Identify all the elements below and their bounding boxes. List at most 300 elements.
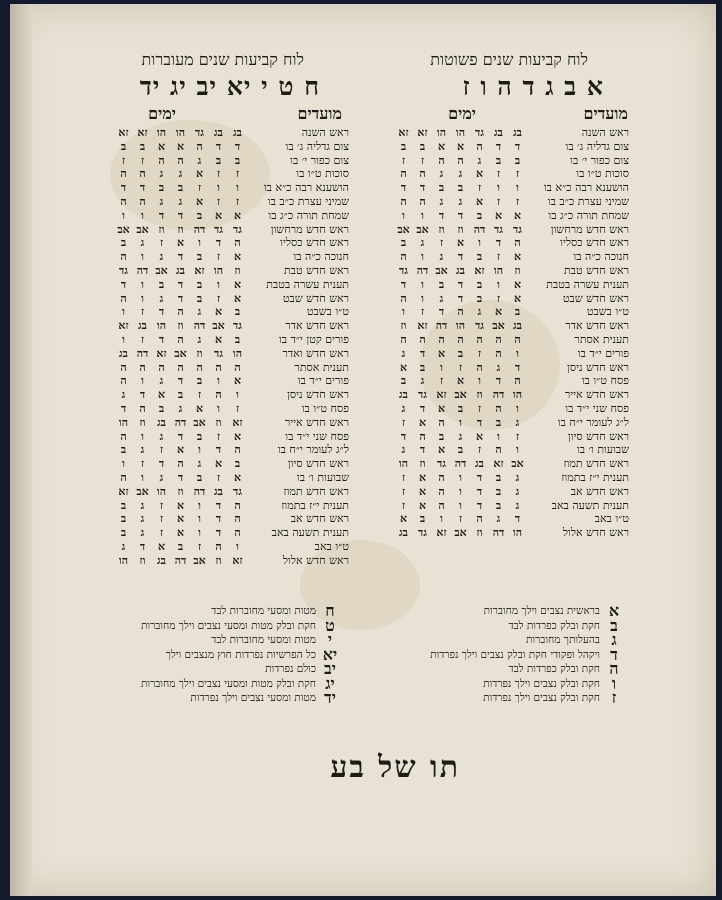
day-cell: וז bbox=[476, 388, 483, 402]
day-cell: גד bbox=[418, 526, 427, 540]
day-cell: ב bbox=[158, 401, 165, 415]
day-cell: א bbox=[176, 526, 185, 540]
day-cell: ד bbox=[476, 415, 483, 429]
day-cell: ג bbox=[420, 236, 425, 250]
day-cell: ה bbox=[476, 360, 483, 374]
day-cell: ג bbox=[121, 539, 126, 553]
day-cell: ב bbox=[476, 277, 483, 291]
day-cell: ד bbox=[457, 277, 464, 291]
day-cell: א bbox=[233, 470, 242, 484]
table-row bbox=[394, 430, 629, 444]
day-cell: ד bbox=[139, 539, 146, 553]
day-cell: ז bbox=[235, 167, 240, 181]
day-cell: ב bbox=[177, 539, 184, 553]
day-cell: ה bbox=[139, 167, 146, 181]
day-cell: הו bbox=[512, 388, 523, 402]
legend-letter: ג bbox=[611, 630, 617, 649]
table-row bbox=[394, 402, 629, 416]
legend-text: חקת ובלק כפרדות לבד bbox=[508, 663, 600, 675]
day-cell: ב bbox=[196, 291, 203, 305]
legend-text: חקת ובלק נצבים וילך נפרדות bbox=[483, 677, 600, 690]
day-cells bbox=[114, 319, 247, 333]
day-cell: ב bbox=[158, 181, 165, 195]
festival-name: תענית אסתר bbox=[294, 360, 349, 374]
day-cell: גד bbox=[233, 319, 242, 333]
day-cell: ב bbox=[419, 360, 426, 374]
day-cell: ז bbox=[515, 167, 520, 181]
day-cell: ד bbox=[158, 208, 165, 222]
day-cell: ז bbox=[477, 443, 482, 457]
day-cell: גד bbox=[119, 263, 128, 277]
day-cell: א bbox=[418, 484, 427, 498]
day-cells bbox=[394, 195, 527, 209]
festival-name: ל״ג לעומר י״ח בו bbox=[557, 415, 629, 429]
day-cell: א bbox=[399, 360, 408, 374]
day-cell: אב bbox=[155, 263, 168, 277]
festival-name: ראש חדש שבט bbox=[562, 291, 629, 305]
header-days-regular: ימים bbox=[448, 104, 476, 123]
day-cell: ד bbox=[514, 139, 521, 153]
day-cells bbox=[394, 457, 527, 471]
day-cell: ג bbox=[140, 512, 145, 526]
day-cell: ו bbox=[421, 208, 424, 222]
day-cell: ז bbox=[140, 332, 145, 346]
day-cell: ב bbox=[196, 429, 203, 443]
day-cell: ב bbox=[120, 526, 127, 540]
festival-name: ראש חדש אב bbox=[570, 484, 629, 498]
day-cell: ה bbox=[139, 401, 146, 415]
day-cell: א bbox=[176, 512, 185, 526]
day-cell: גד bbox=[475, 126, 484, 139]
day-cell: ו bbox=[440, 512, 443, 526]
day-cell: ה bbox=[400, 332, 407, 346]
legend-letter: יב bbox=[324, 659, 336, 678]
day-cell: בג bbox=[233, 126, 242, 139]
day-cell: ז bbox=[420, 305, 425, 319]
day-cell: א bbox=[195, 167, 204, 181]
table-row bbox=[114, 347, 349, 361]
table-row bbox=[114, 526, 349, 540]
day-cell: ה bbox=[476, 332, 483, 346]
day-cell: ג bbox=[197, 457, 202, 471]
day-cell: ג bbox=[159, 194, 164, 208]
legend-letter: ד bbox=[610, 644, 618, 664]
day-cell: ה bbox=[120, 470, 127, 484]
table-row bbox=[394, 154, 629, 168]
day-cell: א bbox=[456, 374, 465, 388]
day-cells bbox=[394, 388, 527, 402]
day-cell: ו bbox=[141, 208, 144, 222]
day-cell: ג bbox=[458, 429, 463, 443]
day-cell: ד bbox=[495, 374, 502, 388]
day-cell: בג bbox=[138, 319, 147, 333]
day-cell: ב bbox=[495, 153, 502, 167]
legend-text: מטות ומסעי נצבים וילך נפרדות bbox=[190, 692, 316, 704]
day-cell: ד bbox=[495, 236, 502, 250]
day-cell: דה bbox=[136, 263, 149, 277]
day-cell: א bbox=[494, 305, 503, 319]
day-cell: ה bbox=[476, 139, 483, 153]
day-cell: ה bbox=[177, 457, 184, 471]
day-cell: ו bbox=[516, 443, 519, 457]
festival-name: פורים קטן י״ד בו bbox=[278, 332, 349, 346]
day-cell: זא bbox=[137, 126, 148, 139]
day-cell: ד bbox=[234, 139, 241, 153]
day-cell: ה bbox=[438, 484, 445, 498]
day-cell: דה bbox=[193, 319, 206, 333]
day-cell: ב bbox=[514, 153, 521, 167]
legend-item bbox=[141, 601, 340, 620]
day-cell: ו bbox=[198, 512, 201, 526]
day-cell: ד bbox=[514, 512, 521, 526]
day-cells bbox=[114, 278, 247, 292]
day-cell: ד bbox=[139, 181, 146, 195]
day-cells bbox=[394, 430, 527, 444]
day-cell: ו bbox=[122, 208, 125, 222]
day-cell: וז bbox=[139, 415, 146, 429]
day-cell: ג bbox=[140, 236, 145, 250]
day-cell: דה bbox=[416, 263, 429, 277]
day-cells bbox=[394, 333, 527, 347]
day-cell: ג bbox=[159, 167, 164, 181]
day-cell: ב bbox=[177, 388, 184, 402]
legend-item bbox=[141, 673, 340, 693]
day-cell: א bbox=[157, 139, 166, 153]
day-cell: וז bbox=[177, 319, 184, 333]
day-cells bbox=[114, 209, 247, 223]
day-cell: ה bbox=[120, 194, 127, 208]
day-cell: דה bbox=[492, 526, 505, 540]
day-cell: א bbox=[513, 250, 522, 264]
table-row bbox=[114, 236, 349, 250]
table-row bbox=[114, 319, 349, 333]
day-cell: וז bbox=[476, 526, 483, 540]
day-cell: ו bbox=[421, 291, 424, 305]
day-cell: ג bbox=[178, 401, 183, 415]
table-row bbox=[394, 512, 629, 526]
day-cell: זא bbox=[156, 346, 167, 360]
festival-name: הושענא רבה כ״א בו bbox=[263, 181, 349, 195]
day-cell: ז bbox=[140, 305, 145, 319]
legend-text: חקת ובלק מטות ומסעי נצבים וילך מחוברות bbox=[141, 677, 316, 690]
festival-name: ראש חדש ניסן bbox=[287, 388, 349, 402]
header-days-leap: ימים bbox=[148, 104, 176, 123]
day-cell: א bbox=[214, 332, 223, 346]
day-cell: ו bbox=[516, 181, 519, 195]
day-cell: א bbox=[157, 388, 166, 402]
day-cell: ז bbox=[216, 194, 221, 208]
day-cell: בג bbox=[214, 484, 223, 498]
table-row bbox=[114, 402, 349, 416]
day-cell: וז bbox=[177, 222, 184, 236]
legend-item bbox=[141, 615, 340, 635]
day-cell: ה bbox=[438, 332, 445, 346]
table-row bbox=[114, 457, 349, 471]
table-row bbox=[394, 526, 629, 540]
day-cell: ו bbox=[217, 181, 220, 195]
day-cell: ג bbox=[401, 401, 406, 415]
day-cell: זא bbox=[417, 126, 428, 139]
festival-name: תענית י״ז בתמוז bbox=[281, 498, 349, 512]
day-cell: ב bbox=[476, 208, 483, 222]
day-cell: זא bbox=[118, 126, 129, 139]
day-cell: וז bbox=[139, 553, 146, 567]
day-cell: ד bbox=[457, 208, 464, 222]
day-cell: ה bbox=[120, 291, 127, 305]
legend-item bbox=[141, 659, 340, 678]
day-cell: ה bbox=[438, 470, 445, 484]
festival-name: פסח שני י״ד בו bbox=[565, 401, 629, 415]
day-cell: גד bbox=[195, 126, 204, 139]
day-cell: ג bbox=[496, 512, 501, 526]
day-cell: ב bbox=[438, 181, 445, 195]
day-cell: א bbox=[399, 512, 408, 526]
day-cell: ב bbox=[120, 236, 127, 250]
day-cell: ו bbox=[141, 374, 144, 388]
day-cell: ו bbox=[198, 498, 201, 512]
day-cells bbox=[114, 471, 247, 485]
day-cells bbox=[114, 154, 247, 168]
day-cell: ב bbox=[120, 139, 127, 153]
day-cell: ה bbox=[215, 539, 222, 553]
table-row bbox=[394, 181, 629, 195]
day-cell: ב bbox=[234, 153, 241, 167]
festival-name: ראש חדש אב bbox=[290, 512, 349, 526]
day-cell: ג bbox=[178, 194, 183, 208]
day-cell: ז bbox=[401, 153, 406, 167]
legend-item bbox=[430, 688, 624, 707]
day-cell: דה bbox=[454, 457, 467, 471]
table-regular-years bbox=[394, 126, 629, 540]
day-cell: ו bbox=[497, 429, 500, 443]
day-cells bbox=[394, 402, 527, 416]
day-cell: א bbox=[418, 470, 427, 484]
day-cell: ו bbox=[402, 305, 405, 319]
day-cell: ז bbox=[216, 291, 221, 305]
day-cell: ז bbox=[420, 153, 425, 167]
legend-text: בראשית נצבים וילך מחוברות bbox=[483, 605, 600, 617]
festival-name: ראש חדש ואדר bbox=[282, 346, 349, 360]
day-cell: ה bbox=[438, 153, 445, 167]
festival-name: ראש חדש כסליו bbox=[560, 236, 629, 250]
day-cell: ז bbox=[401, 498, 406, 512]
festival-name: סוכות ט״ו בו bbox=[296, 167, 349, 181]
day-cell: ג bbox=[515, 484, 520, 498]
day-cell: א bbox=[437, 443, 446, 457]
day-cell: ה bbox=[514, 374, 521, 388]
day-cell: ו bbox=[497, 181, 500, 195]
table-leap-years bbox=[114, 126, 349, 568]
day-cell: וז bbox=[400, 319, 407, 333]
day-cell: ב bbox=[234, 332, 241, 346]
table-row bbox=[114, 388, 349, 402]
day-cell: זא bbox=[417, 319, 428, 333]
day-cell: וז bbox=[215, 553, 222, 567]
day-cell: ז bbox=[197, 539, 202, 553]
day-cell: גד bbox=[437, 457, 446, 471]
day-cell: ז bbox=[197, 388, 202, 402]
day-cell: ג bbox=[121, 388, 126, 402]
day-cells bbox=[114, 540, 247, 554]
day-cells bbox=[394, 485, 527, 499]
day-cells bbox=[394, 154, 527, 168]
table-row bbox=[114, 443, 349, 457]
day-cell: ג bbox=[515, 415, 520, 429]
festival-name: ראש חדש אייר bbox=[284, 415, 349, 429]
day-cell: ו bbox=[421, 277, 424, 291]
day-cell: א bbox=[233, 277, 242, 291]
day-cell: וז bbox=[215, 415, 222, 429]
legend-letter: יג bbox=[325, 673, 335, 693]
table-row bbox=[114, 209, 349, 223]
year-letters-regular: א ב ג ד ה ו ז bbox=[462, 72, 604, 101]
day-cell: ה bbox=[139, 194, 146, 208]
day-cell: וז bbox=[158, 222, 165, 236]
day-cell: ב bbox=[196, 374, 203, 388]
day-cells bbox=[114, 195, 247, 209]
day-cell: אב bbox=[416, 222, 429, 236]
day-cell: ה bbox=[514, 236, 521, 250]
day-cell: ד bbox=[177, 208, 184, 222]
day-cell: הו bbox=[436, 126, 447, 139]
table-row bbox=[394, 333, 629, 347]
legend-letter: י bbox=[327, 630, 333, 649]
table-row bbox=[114, 223, 349, 237]
day-cell: ה bbox=[400, 167, 407, 181]
festival-name: ראש חדש אלול bbox=[282, 553, 349, 567]
day-cell: א bbox=[176, 498, 185, 512]
legend-text: כולם נפרדות bbox=[265, 663, 316, 675]
legend-letter: יא bbox=[322, 644, 338, 664]
festival-name: תענית אסתר bbox=[574, 332, 629, 346]
day-cell: ד bbox=[438, 208, 445, 222]
table-row bbox=[114, 430, 349, 444]
legend-item bbox=[430, 615, 624, 635]
day-cell: ד bbox=[120, 401, 127, 415]
day-cell: ו bbox=[459, 470, 462, 484]
day-cells bbox=[114, 236, 247, 250]
festival-name: פסח שני י״ד בו bbox=[285, 429, 349, 443]
day-cell: ג bbox=[458, 167, 463, 181]
day-cell: וז bbox=[419, 457, 426, 471]
day-cell: ד bbox=[457, 291, 464, 305]
day-cell: דה bbox=[174, 415, 187, 429]
day-cell: ו bbox=[198, 443, 201, 457]
day-cell: ג bbox=[401, 443, 406, 457]
day-cell: אב bbox=[117, 222, 130, 236]
day-cell: הו bbox=[232, 346, 243, 360]
day-cell: ה bbox=[234, 236, 241, 250]
festival-name: ראש חדש אלול bbox=[562, 526, 629, 540]
festival-name: ראש חדש אדר bbox=[285, 319, 349, 333]
day-cell: ד bbox=[158, 332, 165, 346]
day-cell: ה bbox=[457, 153, 464, 167]
day-cell: ז bbox=[216, 250, 221, 264]
day-cell: ד bbox=[457, 250, 464, 264]
day-cell: ה bbox=[514, 332, 521, 346]
day-cell: ד bbox=[177, 291, 184, 305]
day-cell: דה bbox=[492, 388, 505, 402]
day-cell: ד bbox=[215, 236, 222, 250]
day-cell: ה bbox=[120, 250, 127, 264]
day-cell: ב bbox=[438, 277, 445, 291]
day-cell: הו bbox=[398, 457, 409, 471]
day-cell: ב bbox=[196, 470, 203, 484]
day-cell: א bbox=[437, 346, 446, 360]
day-cell: ה bbox=[158, 153, 165, 167]
table-row bbox=[114, 167, 349, 181]
day-cells bbox=[114, 181, 247, 195]
festival-name: פורים י״ד בו bbox=[297, 374, 349, 388]
day-cell: א bbox=[233, 374, 242, 388]
festival-name: צום כפור י׳ בו bbox=[290, 153, 349, 167]
day-cells bbox=[394, 126, 527, 140]
table-row bbox=[114, 512, 349, 526]
day-cell: אב bbox=[136, 222, 149, 236]
day-cell: א bbox=[176, 443, 185, 457]
day-cell: ו bbox=[141, 291, 144, 305]
day-cell: ב bbox=[234, 457, 241, 471]
day-cell: ז bbox=[159, 498, 164, 512]
legend-item bbox=[141, 688, 340, 707]
festival-name: ראש חדש כסליו bbox=[280, 236, 349, 250]
table-row bbox=[114, 154, 349, 168]
day-cell: ז bbox=[439, 236, 444, 250]
day-cell: אב bbox=[492, 319, 505, 333]
day-cell: בג bbox=[513, 126, 522, 139]
day-cell: ב bbox=[495, 470, 502, 484]
day-cell: ו bbox=[141, 429, 144, 443]
day-cell: זא bbox=[474, 263, 485, 277]
day-cell: ז bbox=[477, 181, 482, 195]
day-cell: ז bbox=[515, 429, 520, 443]
day-cell: ה bbox=[215, 360, 222, 374]
day-cell: זא bbox=[232, 415, 243, 429]
festival-name: פסח ט״ו בו bbox=[581, 374, 629, 388]
day-cell: ה bbox=[234, 360, 241, 374]
legend-letter: ט bbox=[325, 615, 335, 635]
day-cells bbox=[114, 264, 247, 278]
day-cell: וז bbox=[234, 263, 241, 277]
page-gutter bbox=[10, 4, 32, 896]
day-cell: ד bbox=[139, 388, 146, 402]
day-cell: זא bbox=[118, 319, 129, 333]
table-row bbox=[114, 305, 349, 319]
day-cell: ו bbox=[198, 526, 201, 540]
day-cells bbox=[114, 347, 247, 361]
day-cells bbox=[394, 499, 527, 513]
day-cell: ה bbox=[177, 153, 184, 167]
day-cell: ז bbox=[515, 194, 520, 208]
day-cell: ד bbox=[120, 181, 127, 195]
day-cell: ו bbox=[122, 305, 125, 319]
day-cell: גד bbox=[214, 346, 223, 360]
table-row bbox=[394, 140, 629, 154]
day-cell: ה bbox=[177, 332, 184, 346]
day-cell: ג bbox=[401, 346, 406, 360]
table-row bbox=[394, 236, 629, 250]
festival-name: שמיני עצרת כ״ב בו bbox=[267, 194, 349, 208]
day-cell: ג bbox=[420, 374, 425, 388]
day-cell: ב bbox=[400, 139, 407, 153]
legend-letter: יד bbox=[324, 688, 336, 707]
day-cell: וז bbox=[196, 346, 203, 360]
day-cell: אב bbox=[397, 222, 410, 236]
day-cells bbox=[114, 416, 247, 430]
table-row bbox=[394, 347, 629, 361]
day-cell: ו bbox=[217, 401, 220, 415]
day-cell: א bbox=[418, 498, 427, 512]
